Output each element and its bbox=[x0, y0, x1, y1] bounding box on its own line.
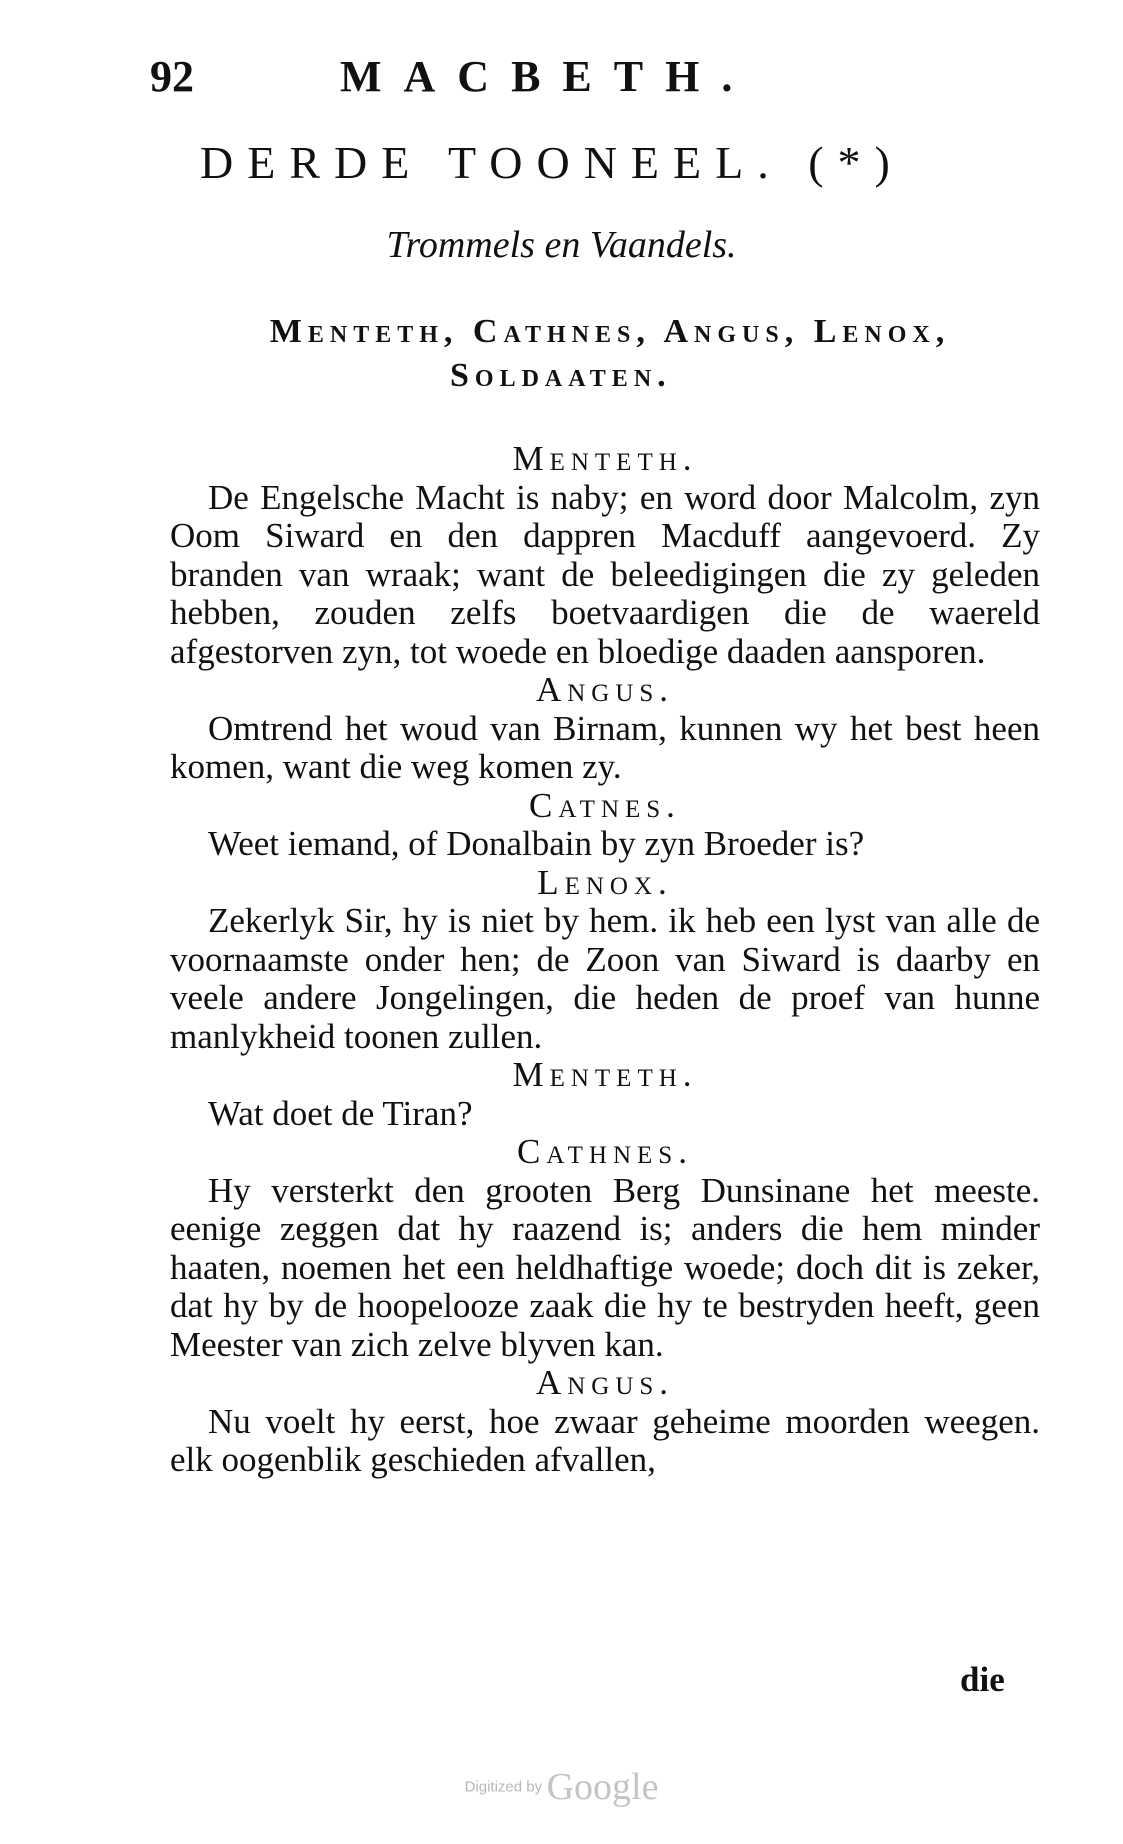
google-logo: Google bbox=[546, 1766, 659, 1808]
speech-text: Weet iemand, of Donalbain by zyn Broeder is? bbox=[208, 824, 865, 863]
speech-text: Omtrend het woud van Birnam, kunnen wy het best heen komen, want die weg komen zy. bbox=[170, 708, 1040, 786]
dialogue bbox=[170, 440, 1040, 1480]
play-title: MACBETH. bbox=[340, 52, 755, 101]
speech-text: Nu voelt hy eerst, hoe zwaar geheime moorden weegen. elk oogenblik geschieden afvallen, bbox=[170, 1401, 1040, 1479]
digitized-watermark bbox=[0, 1765, 1123, 1809]
speaker-name: Angus. bbox=[535, 1363, 675, 1402]
scene-title: DERDE TOONEEL. (*) bbox=[200, 137, 904, 188]
speech-text: Hy versterkt den grooten Berg Dunsinane het meeste. eenige zeggen dat hy raazend is; anders die hem minder haaten, noemen het een heldhaftige woede; doch dit is zeker, dat hy by de hoopelooze zaak die hy te bestryden heeft, geen Meester van zich zelve blyven kan. bbox=[170, 1170, 1040, 1364]
running-header bbox=[150, 52, 1050, 102]
speaker-name: Angus. bbox=[535, 670, 675, 709]
watermark-prefix: Digitized by bbox=[464, 1778, 543, 1796]
page-number: 92 bbox=[150, 52, 194, 101]
speech-text: Wat doet de Tiran? bbox=[208, 1093, 473, 1133]
speaker-name: Lenox. bbox=[537, 862, 673, 902]
speaker-name: Menteth. bbox=[512, 439, 698, 478]
cast-line: Menteth, Cathnes, Angus, Lenox, bbox=[269, 313, 951, 350]
speaker-name: Menteth. bbox=[512, 1055, 698, 1094]
speaker-name: Cathnes. bbox=[517, 1132, 693, 1171]
speech-text: De Engelsche Macht is naby; en word door Malcolm, zyn Oom Siward en den dappren Macduff aangevoerd. Zy branden van wraak; want de beleedigingen die zy geleden hebben, zouden zelfs boetvaardigen die de waereld afgestorven zyn, tot woede en bloedige daaden aansporen. bbox=[170, 477, 1040, 671]
speaker-name: Catnes. bbox=[529, 785, 681, 825]
cast-list bbox=[170, 310, 1050, 398]
stage-direction: Trommels en Vaandels. bbox=[386, 224, 737, 266]
cast-line: Soldaaten. bbox=[450, 357, 672, 394]
catchword: die bbox=[960, 1660, 1005, 1699]
speech-text: Zekerlyk Sir, hy is niet by hem. ik heb een lyst van alle de voornaamste onder hen; de Zoon van Siward is daarby en veele andere Jongelingen, die heden de proef van hunne manlykheid toonen zullen. bbox=[170, 901, 1040, 1056]
